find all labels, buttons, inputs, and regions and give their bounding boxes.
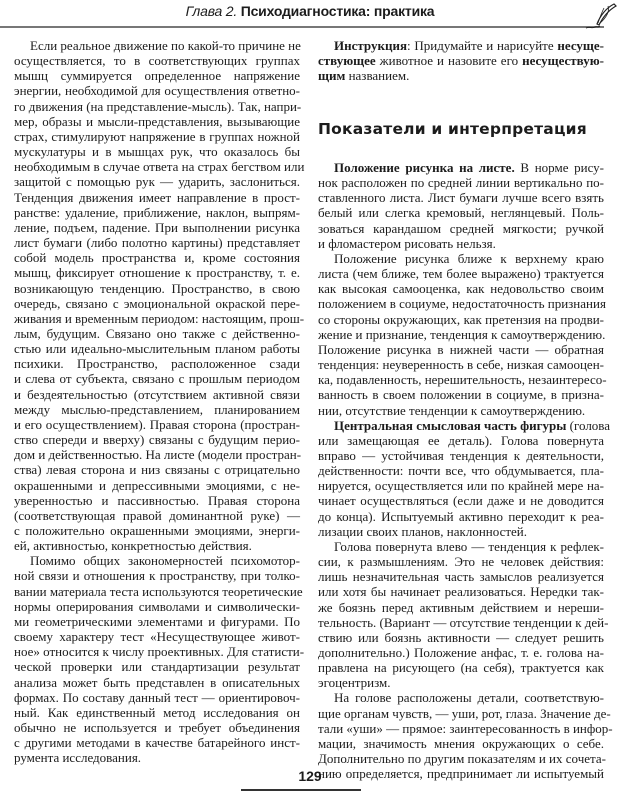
- text-line: Голова повернута влево — тенденция к рефлек-: [334, 538, 604, 554]
- text-segment: : Придумайте и нарисуйте: [406, 38, 558, 53]
- text-line: и бездеятельностью (отсутствием активной связи: [14, 386, 300, 402]
- text-line: Тенденция движения имеет направление в прост-: [14, 189, 300, 205]
- paragraph: [14, 553, 305, 766]
- text-segment: названием.: [345, 68, 410, 84]
- text-segment: животное и назовите его: [375, 53, 523, 69]
- text-line: мышц, фиксирует отношение к пространству, т. е.: [14, 265, 300, 281]
- text-line: дополнительно.) Положение анфас, т. е. голова на-: [318, 645, 604, 660]
- page-number: 129: [298, 768, 322, 784]
- text-line: тельность. (Вариант — отсутствие тенденции к дей-: [318, 614, 609, 630]
- paragraph: [318, 160, 604, 251]
- text-line: ранстве: удаление, приближение, наклон, выпрям-: [14, 204, 300, 220]
- text-line: ванность в своем положении в социуме, в призна-: [318, 387, 604, 403]
- text-line: мышц суммируется определенное напряжение: [14, 68, 300, 84]
- text-line: обычно не используется и требует объединения: [14, 720, 300, 736]
- text-line: тали «уши» — прямое: заинтересованность в инфор-: [318, 720, 613, 736]
- page-number-rule: [241, 789, 361, 791]
- text-line: Положение рисунка ближе к верхнему краю: [334, 250, 604, 266]
- text-segment: (голова: [566, 417, 611, 433]
- text-line: ми геометрическими элементами и фигурами. По: [14, 613, 300, 629]
- text-line: белый или слегка кремовый, неглянцевый. Поль-: [318, 205, 604, 221]
- text-line: ствию или боязнь активности — следует решить: [318, 629, 604, 645]
- running-header: [0, 3, 620, 19]
- text-line: жение и признание, тенденция к самоутверждению.: [318, 326, 606, 342]
- bold-term: ствующее: [318, 53, 376, 69]
- text-line: щие органам чувств, — уши, рот, глаза. Значение де-: [318, 705, 611, 721]
- text-line: го движения (на представление-мысль). Так, напри-: [14, 98, 302, 114]
- bold-term: щим: [318, 68, 346, 84]
- text-line: зоваться карандашом средней мягкости; ручкой: [318, 220, 604, 236]
- text-line: [318, 160, 604, 175]
- text-line: осуществляется, то в соответствующих группах: [14, 53, 300, 69]
- bold-term: несуществую-: [522, 53, 604, 69]
- text-line: окрашенными и депрессивными эмоциями, с не-: [14, 477, 300, 493]
- text-line: действенности: почти все, что обдумывается, пла-: [318, 463, 604, 479]
- text-line: со стороны окружающих, как претензия на продви-: [318, 311, 604, 327]
- text-line: необходимым в случае ответа на страх бегством или: [14, 159, 305, 175]
- paragraph: [318, 417, 611, 539]
- text-line: ства) левая сторона и низ связаны с отрицательно: [14, 462, 300, 478]
- bold-term: Инструкция: [334, 38, 407, 53]
- text-line: стью или идеально-мыслительным планом работы: [14, 341, 300, 357]
- text-line: эгоцентризм.: [318, 675, 391, 691]
- text-line: и фломастером рисовать нельзя.: [318, 235, 496, 251]
- quill-pen-icon: [584, 2, 618, 32]
- text-line: ление, подъем, падение. При выполнении рисунка: [14, 219, 300, 235]
- paragraph: [14, 38, 305, 554]
- text-line: [318, 38, 604, 53]
- text-line: мации, значимость мнения окружающих о себе.: [318, 735, 604, 751]
- text-line: возникающую тенденцию. Пространство, в свою: [14, 280, 300, 296]
- text-line: формах. По составу данный тест — ориентировоч-: [14, 689, 300, 705]
- text-line: нию определяется, предпринимает ли испытуемый: [318, 766, 604, 782]
- text-line: румента исследования.: [14, 750, 142, 766]
- text-line: мер, образы и мысли-представления, вызывающие: [14, 113, 300, 129]
- text-line: ство спереди и вверху) связаны с будущим перио-: [14, 432, 300, 448]
- text-line: ей, активностью, конкретностью действия.: [14, 538, 252, 554]
- text-line: своему характеру тест «Несуществующее живот-: [14, 629, 300, 645]
- text-line: положением в социуме, недостаточность признания: [318, 296, 606, 312]
- text-line: нии, отсутствие тенденции к самоутверждению.: [318, 402, 586, 418]
- header-rule: [0, 26, 604, 28]
- bold-term: Центральная смысловая часть фигуры: [334, 417, 567, 433]
- text-line: ной связи и отношения к пространству, при толко-: [14, 568, 300, 584]
- text-line: ный. Как единственный метод исследования он: [14, 704, 300, 720]
- text-line: (соответствующая правой доминантной руке) —: [14, 507, 300, 523]
- text-line: энергии, необходимой для осуществления ответно-: [14, 83, 300, 99]
- text-line: мускулатуры и в мышцах рук, что оказалось бы: [14, 144, 300, 160]
- text-line: На голове расположены детали, соответствую-: [334, 690, 604, 706]
- text-line: [318, 68, 604, 83]
- text-line: анализа может быть представлен в описательных: [14, 674, 300, 690]
- paragraph: [318, 250, 607, 418]
- text-line: страх, стимулируют напряжение в группах ножной: [14, 128, 300, 144]
- paragraph: [318, 38, 604, 83]
- text-line: Если реальное движение по какой-то причине не: [30, 38, 301, 53]
- section-heading: Показатели и интерпретация: [318, 120, 587, 138]
- bold-term: несуще-: [557, 38, 604, 53]
- text-line: между мыслью-представлением, планированием: [14, 401, 300, 417]
- left-column: [14, 38, 305, 766]
- text-line: и его осуществлением). Правая сторона (простран-: [14, 416, 300, 432]
- text-segment: В норме рису-: [514, 160, 604, 175]
- text-line: нируется, осуществляется или по крайней мере на-: [318, 478, 604, 494]
- text-line: дом и действенностью. На листе (модели простран-: [14, 447, 302, 463]
- text-line: нок расположен по средней линии вертикально по-: [318, 175, 604, 191]
- instruction-block: [318, 38, 604, 83]
- text-line: листа (чем ближе, тем более выражено) трактуется: [318, 266, 604, 282]
- text-line: лизации своих планов, наклонностей.: [318, 523, 528, 539]
- text-line: как высокая самооценка, как недовольство своим: [318, 281, 604, 297]
- text-line: очередь, связано с эмоциональной окраской пере-: [14, 295, 300, 311]
- text-line: с другими методами в качестве батарейного инст-: [14, 735, 300, 751]
- text-line: лист бумаги (либо полотно картины) представляет: [14, 235, 300, 251]
- text-line: или хотя бы начинает реализоваться. Нередки так-: [318, 584, 604, 600]
- text-line: уверенностью и пассивностью. Правая сторона: [14, 492, 300, 508]
- text-line: ка, подавленность, нерешительность, незаинтересо-: [318, 372, 607, 388]
- text-line: с положительно окрашенными эмоциями, энерги-: [14, 523, 300, 538]
- text-line: [318, 417, 611, 433]
- text-line: Дополнительно по другим показателям и их сочета-: [318, 751, 606, 767]
- text-line: и слева от субъекта, связано с прошлым периодом: [14, 371, 300, 387]
- text-line: тенденция: неуверенность в себе, низкая самооцен-: [318, 357, 604, 373]
- right-column: [318, 160, 613, 782]
- paragraph: [318, 538, 609, 691]
- text-line: Помимо общих закономерностей психомотор-: [30, 553, 300, 569]
- chapter-label: Глава 2.: [185, 3, 238, 19]
- text-line: [318, 53, 604, 68]
- text-line: сии, к размышлениям. Это не человек действия:: [318, 554, 604, 570]
- text-line: Положение рисунка в нижней части — обратная: [318, 341, 604, 357]
- text-line: защитой с помощью рук — ударить, заслониться.: [14, 174, 300, 190]
- chapter-title: Психодиагностика: практика: [237, 3, 435, 19]
- text-line: правлена на рисующего (на себя), трактуется как: [318, 660, 604, 676]
- text-line: чинает осуществляться (если даже и не доводится: [318, 493, 604, 509]
- bold-term: Положение рисунка на листе.: [334, 160, 515, 175]
- text-line: ставленного листа. Лист бумаги лучше всего взять: [318, 190, 604, 206]
- text-line: или замещающая ее деталь). Голова повернута: [318, 432, 604, 448]
- text-line: психики. Пространство, расположенное сзади: [14, 356, 300, 372]
- text-line: вправо — устойчивая тенденция к деятельности,: [318, 447, 604, 463]
- text-line: до конца). Испытуемый активно переходит к реа-: [318, 508, 604, 524]
- text-line: вании материала теста используются теоретические: [14, 583, 303, 599]
- text-line: лишь незначительная часть замыслов реализуется: [318, 569, 604, 585]
- text-line: живания и временным периодом: настоящим, прош-: [14, 310, 305, 326]
- text-line: же боязнь перед активным действием и нереши-: [318, 599, 604, 615]
- text-line: ческой проверки или стандартизации результат: [14, 659, 300, 675]
- text-line: ное» относится к числу проективных. Для статисти-: [14, 644, 305, 660]
- text-line: лым, будущим. Связано оно также с действенно-: [14, 325, 300, 341]
- text-line: нормы оперирования символами и символически-: [14, 598, 300, 614]
- text-line: собой модель пространства и, кроме состояния: [14, 250, 300, 266]
